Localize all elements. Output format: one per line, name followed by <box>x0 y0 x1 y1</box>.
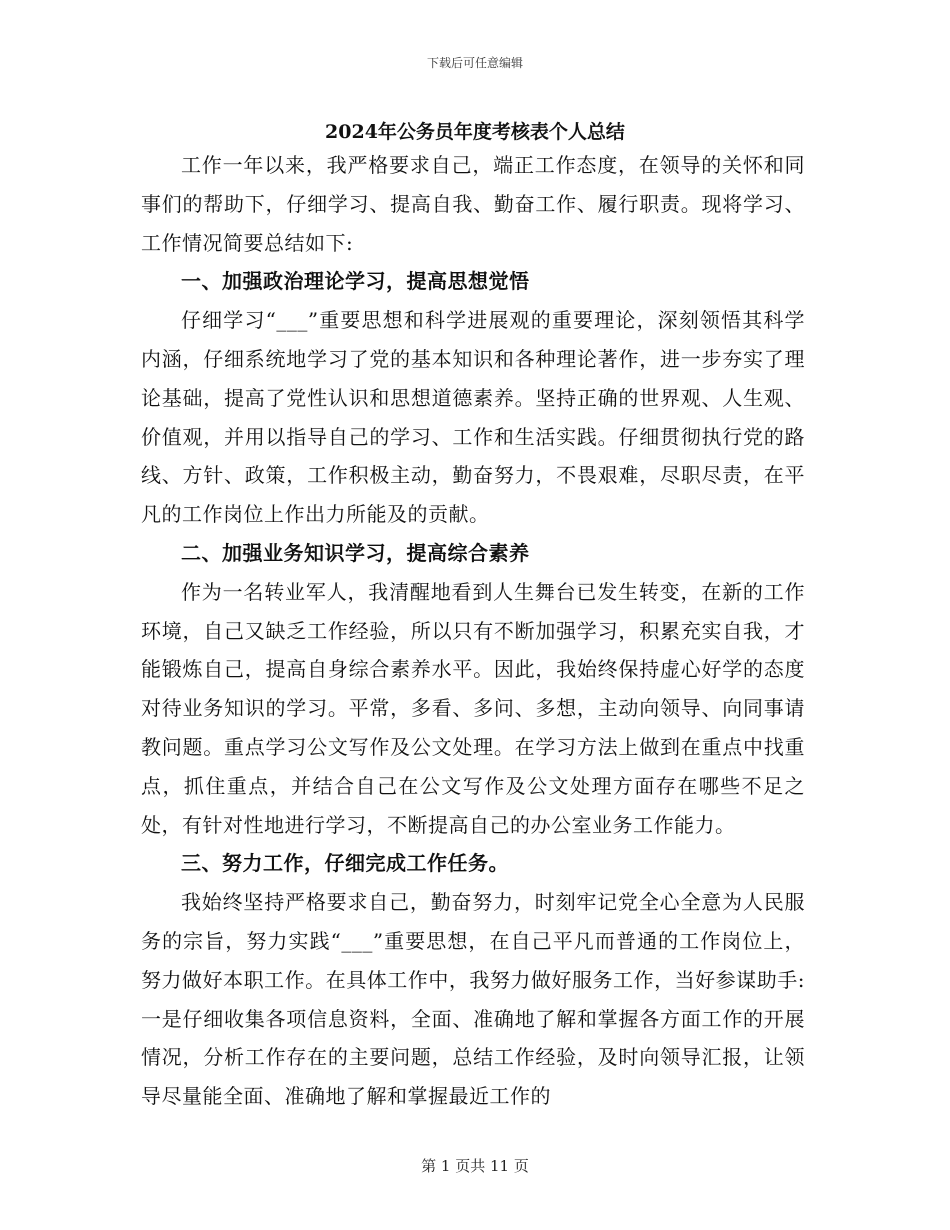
section-heading-2: 二、加强业务知识学习，提高综合素养 <box>181 540 530 565</box>
header-note: 下载后可任意编辑 <box>426 56 523 70</box>
page-footer: 第 1 页共 11 页 <box>421 1157 529 1175</box>
intro-paragraph: 工作一年以来，我严格要求自己，端正工作态度，在领导的关怀和同事们的帮助下，仔细学习、提高自我、勤奋工作、履行职责。现将学习、工作情况简要总结如下: <box>141 153 805 255</box>
section-body-3: 我始终坚持严格要求自己，勤奋努力，时刻牢记党全心全意为人民服务的宗旨，努力实践“___”重要思想，在自己平凡而普通的工作岗位上，努力做好本职工作。在具体工作中，我努力做好服务工作，当好参谋助手:一是仔细收集各项信息资料，全面、准确地了解和掌握各方面工作的开展情况，分析工作存在的主要问题，总结工作经验，及时向领导汇报，让领导尽量能全面、准确地了解和掌握最近工作的 <box>141 890 805 1109</box>
section-heading-1: 一、加强政治理论学习，提高思想觉悟 <box>181 269 530 294</box>
document-body <box>141 146 805 1116</box>
page-title: 2024年公务员年度考核表个人总结 <box>325 121 625 143</box>
section-body-2: 作为一名转业军人，我清醒地看到人生舞台已发生转变，在新的工作环境，自己又缺乏工作经验，所以只有不断加强学习，积累充实自我，才能锻炼自己，提高自身综合素养水平。因此，我始终保持虚心好学的态度对待业务知识的学习。平常，多看、多问、多想，主动向领导、向同事请教问题。重点学习公文写作及公文处理。在学习方法上做到在重点中找重点，抓住重点，并结合自己在公文写作及公文处理方面存在哪些不足之处，有针对性地进行学习，不断提高自己的办公室业务工作能力。 <box>141 579 805 837</box>
section-body-1: 仔细学习“___”重要思想和科学进展观的重要理论，深刻领悟其科学内涵，仔细系统地学习了党的基本知识和各种理论著作，进一步夯实了理论基础，提高了党性认识和思想道德素养。坚持正确的世界观、人生观、价值观，并用以指导自己的学习、工作和生活实践。仔细贯彻执行党的路线、方针、政策，工作积极主动，勤奋努力，不畏艰难，尽职尽责，在平凡的工作岗位上作出力所能及的贡献。 <box>141 308 805 527</box>
section-heading-3: 三、努力工作，仔细完成工作任务。 <box>181 851 509 876</box>
